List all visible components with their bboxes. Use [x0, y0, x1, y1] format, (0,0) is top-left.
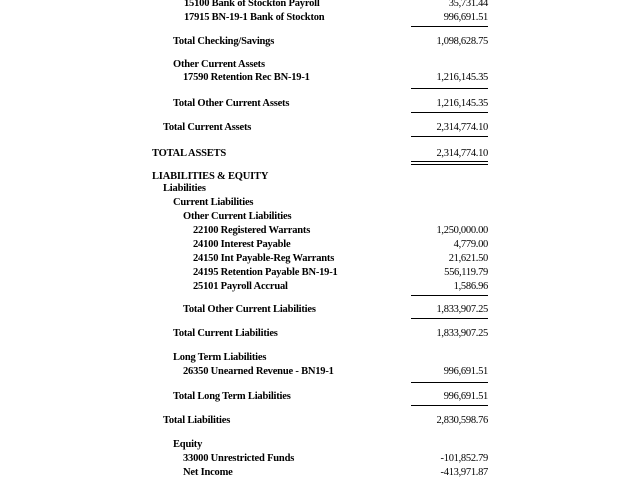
row-total-assets — [0, 147, 640, 161]
row-label: 15100 Bank of Stockton Payroll — [184, 0, 320, 9]
row-label: Total Long Term Liabilities — [173, 391, 291, 402]
row-label: Total Other Current Assets — [173, 98, 290, 109]
row-total-long-term-liabilities — [0, 390, 640, 404]
row-label: Current Liabilities — [173, 197, 254, 208]
row-equity-header — [0, 438, 640, 452]
row-33000-unrestricted-funds — [0, 452, 640, 466]
row-amount: 996,691.51 — [443, 366, 488, 377]
row-amount: 996,691.51 — [443, 12, 488, 23]
row-label: Total Current Assets — [163, 122, 252, 133]
row-24195-retention-payable — [0, 266, 640, 280]
row-amount: -101,852.79 — [440, 453, 488, 464]
row-label: 33000 Unrestricted Funds — [183, 453, 295, 464]
subtotal-rule — [411, 382, 488, 383]
row-15100-bank-of-stockton-payroll — [0, 0, 640, 11]
row-label: Other Current Assets — [173, 59, 265, 70]
row-24100-interest-payable — [0, 238, 640, 252]
row-amount: 1,216,145.35 — [436, 98, 488, 109]
row-label: Equity — [173, 439, 203, 450]
subtotal-rule — [411, 405, 488, 406]
row-17915-bn-19-1-bank-of-stockton — [0, 11, 640, 25]
row-label: Other Current Liabilities — [183, 211, 292, 222]
grand-total-double-rule — [411, 161, 488, 165]
row-25101-payroll-accrual — [0, 280, 640, 294]
row-long-term-liabilities-header — [0, 351, 640, 365]
row-liabilities-header — [0, 182, 640, 196]
row-label: 26350 Unearned Revenue - BN19-1 — [183, 366, 334, 377]
row-amount: 1,586.96 — [453, 281, 488, 292]
row-label: Liabilities — [163, 183, 206, 194]
row-total-current-liabilities — [0, 327, 640, 341]
row-label: Long Term Liabilities — [173, 352, 267, 363]
row-label: Total Current Liabilities — [173, 328, 278, 339]
row-amount: 996,691.51 — [443, 391, 488, 402]
row-amount: 2,830,598.76 — [436, 415, 488, 426]
subtotal-rule — [411, 88, 488, 89]
row-26350-unearned-revenue — [0, 365, 640, 379]
row-label: Total Checking/Savings — [173, 36, 275, 47]
row-total-current-assets — [0, 121, 640, 135]
row-other-current-assets-header — [0, 58, 640, 72]
row-amount: 1,250,000.00 — [436, 225, 488, 236]
row-net-income — [0, 466, 640, 480]
row-amount: 1,833,907.25 — [436, 328, 488, 339]
row-24150-int-payable-reg-warrants — [0, 252, 640, 266]
row-label: 24195 Retention Payable BN-19-1 — [193, 267, 338, 278]
row-label: 22100 Registered Warrants — [193, 225, 311, 236]
row-amount: 21,621.50 — [448, 253, 488, 264]
row-total-liabilities — [0, 414, 640, 428]
subtotal-rule — [411, 136, 488, 137]
row-label: TOTAL ASSETS — [152, 148, 226, 159]
row-amount: 2,314,774.10 — [436, 148, 488, 159]
row-amount: 1,098,628.75 — [436, 36, 488, 47]
row-17590-retention-rec — [0, 71, 640, 85]
row-total-other-current-liabilities — [0, 303, 640, 317]
row-22100-registered-warrants — [0, 224, 640, 238]
row-label: Total Liabilities — [163, 415, 231, 426]
row-amount: 556,119.79 — [444, 267, 488, 278]
row-label: 17915 BN-19-1 Bank of Stockton — [184, 12, 325, 23]
row-label: 17590 Retention Rec BN-19-1 — [183, 72, 310, 83]
row-label: 24150 Int Payable-Reg Warrants — [193, 253, 335, 264]
row-label: LIABILITIES & EQUITY — [152, 171, 269, 182]
row-label: 25101 Payroll Accrual — [193, 281, 288, 292]
subtotal-rule — [411, 318, 488, 319]
row-total-other-current-assets — [0, 97, 640, 111]
row-amount: 2,314,774.10 — [436, 122, 488, 133]
row-label: Net Income — [183, 467, 233, 478]
row-amount: 4,779.00 — [453, 239, 488, 250]
subtotal-rule — [411, 295, 488, 296]
subtotal-rule — [411, 112, 488, 113]
row-amount: 35,731.44 — [448, 0, 488, 9]
row-other-current-liabilities-header — [0, 210, 640, 224]
row-amount: 1,216,145.35 — [436, 72, 488, 83]
subtotal-rule — [411, 26, 488, 27]
row-current-liabilities-header — [0, 196, 640, 210]
row-label: 24100 Interest Payable — [193, 239, 291, 250]
row-label: Total Other Current Liabilities — [183, 304, 316, 315]
row-amount: 1,833,907.25 — [436, 304, 488, 315]
row-amount: -413,971.87 — [440, 467, 488, 478]
row-total-checking-savings — [0, 35, 640, 49]
